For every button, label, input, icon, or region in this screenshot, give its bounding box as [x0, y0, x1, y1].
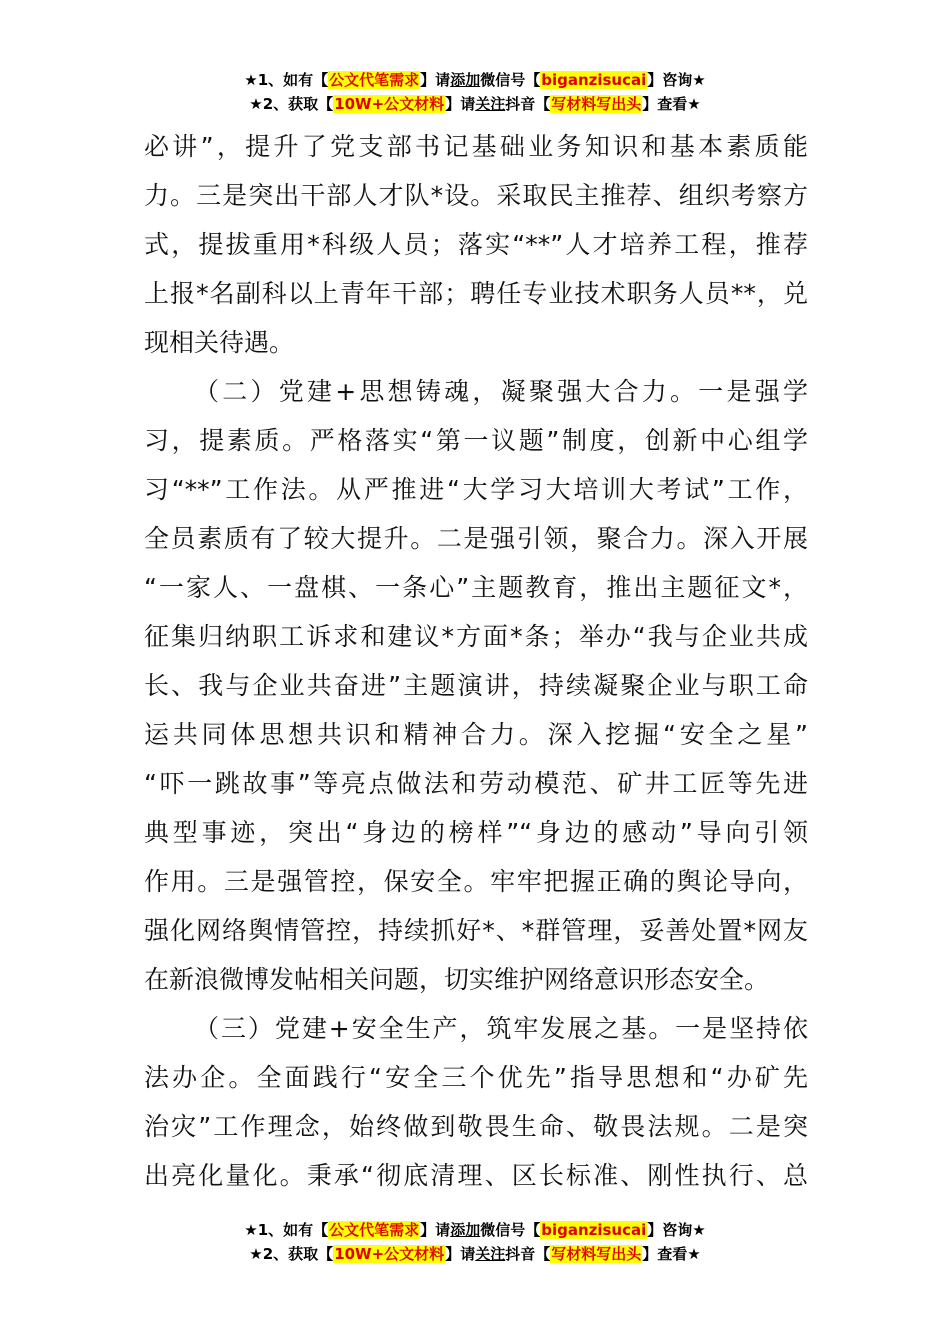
text-line: 长、我与企业共奋进”主题演讲，持续凝聚企业与职工命 — [144, 671, 808, 700]
text-line: “吓一跳故事”等亮点做法和劳动模范、矿井工匠等先进 — [144, 769, 808, 798]
banner-text: 】请 — [445, 1245, 476, 1263]
banner-highlight: 公文代笔需求 — [329, 71, 420, 89]
banner-text: 】请 — [420, 1221, 451, 1239]
text-line: 全员素质有了较大提升。二是强引领，聚合力。深入开展 — [144, 524, 808, 553]
text-line: 法办企。全面践行“安全三个优先”指导思想和“办矿先 — [144, 1063, 808, 1092]
banner-highlight: 公文代笔需求 — [329, 1221, 420, 1239]
header-banner — [0, 68, 950, 116]
text-line: 治灾”工作理念，始终做到敬畏生命、敬畏法规。二是突 — [144, 1112, 808, 1141]
banner-text: 】查看★ — [642, 1245, 701, 1263]
banner-line-2 — [0, 92, 950, 116]
banner-text: 】请 — [420, 71, 451, 89]
banner-underline: 关注 — [475, 1245, 506, 1263]
banner-text: 微信号【 — [480, 1221, 541, 1239]
paragraph-1 — [144, 122, 808, 367]
text-line: （三）党建+安全生产，筑牢发展之基。一是坚持依 — [194, 1014, 808, 1043]
banner-text: ★2、获取【 — [249, 1245, 334, 1263]
text-line: 力。三是突出干部人才队*设。采取民主推荐、组织考察方 — [144, 181, 808, 210]
text-line: 征集归纳职工诉求和建议*方面*条；举办“我与企业共成 — [144, 622, 808, 651]
banner-text: ★2、获取【 — [249, 95, 334, 113]
banner-line-1 — [0, 68, 950, 92]
text-line: 式，提拔重用*科级人员；落实“**”人才培养工程，推荐 — [144, 230, 808, 259]
text-line: 强化网络舆情管控，持续抓好*、*群管理，妥善处置*网友 — [144, 916, 808, 945]
text-line: 运共同体思想共识和精神合力。深入挖掘“安全之星” — [144, 720, 808, 749]
banner-line-2 — [0, 1242, 950, 1266]
text-line: 出亮化量化。秉承“彻底清理、区长标准、刚性执行、总 — [144, 1161, 808, 1190]
banner-highlight: 10W+公文材料 — [334, 1245, 445, 1263]
footer-banner — [0, 1218, 950, 1266]
banner-line-1 — [0, 1218, 950, 1242]
banner-text: 】请 — [445, 95, 476, 113]
text-line: 在新浪微博发帖相关问题，切实维护网络意识形态安全。 — [144, 965, 770, 994]
text-line: 现相关待遇。 — [144, 328, 295, 357]
paragraph-2 — [144, 367, 808, 1004]
banner-text: 抖音【 — [505, 95, 551, 113]
banner-highlight-douyin-id: 写材料写出头 — [551, 1245, 642, 1263]
text-line: 作用。三是强管控，保安全。牢牢把握正确的舆论导向， — [144, 867, 808, 896]
banner-text: 】咨询★ — [647, 71, 706, 89]
banner-text: 】咨询★ — [647, 1221, 706, 1239]
banner-highlight-douyin-id: 写材料写出头 — [551, 95, 642, 113]
text-line: 习，提素质。严格落实“第一议题”制度，创新中心组学 — [144, 426, 808, 455]
banner-underline: 添加 — [450, 71, 481, 89]
document-body — [144, 122, 808, 1200]
banner-text: 微信号【 — [480, 71, 541, 89]
banner-text: ★1、如有【 — [244, 71, 329, 89]
banner-underline: 添加 — [450, 1221, 481, 1239]
banner-highlight-wechat-id: biganzisucai — [541, 1221, 647, 1239]
text-line: “一家人、一盘棋、一条心”主题教育，推出主题征文*， — [144, 573, 808, 602]
banner-text: 抖音【 — [505, 1245, 551, 1263]
text-line: 必讲”，提升了党支部书记基础业务知识和基本素质能 — [144, 132, 808, 161]
banner-text: ★1、如有【 — [244, 1221, 329, 1239]
banner-text: 】查看★ — [642, 95, 701, 113]
text-line: 习“**”工作法。从严推进“大学习大培训大考试”工作， — [144, 475, 808, 504]
banner-highlight: 10W+公文材料 — [334, 95, 445, 113]
text-line: 典型事迹，突出“身边的榜样”“身边的感动”导向引领 — [144, 818, 808, 847]
banner-highlight-wechat-id: biganzisucai — [541, 71, 647, 89]
banner-underline: 关注 — [475, 95, 506, 113]
text-line: 上报*名副科以上青年干部；聘任专业技术职务人员**，兑 — [144, 279, 808, 308]
text-line: （二）党建+思想铸魂，凝聚强大合力。一是强学 — [194, 377, 808, 406]
paragraph-3 — [144, 1004, 808, 1200]
